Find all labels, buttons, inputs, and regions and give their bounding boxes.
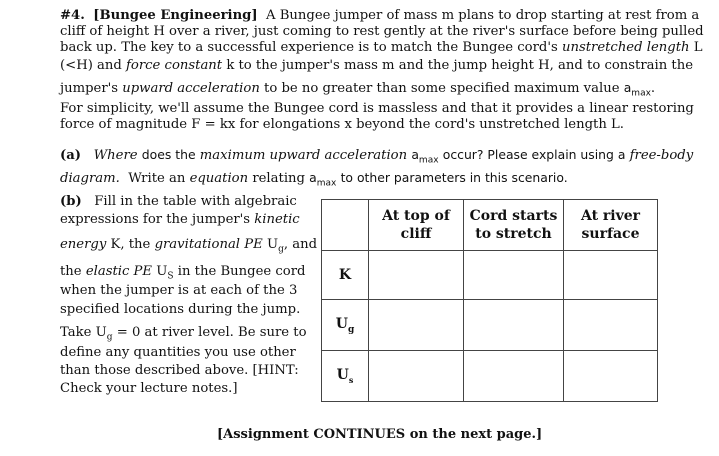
problem-text-italic: unstretched length xyxy=(561,40,690,55)
part-a-text: Where xyxy=(93,148,138,163)
footer-note: [Assignment CONTINUES on the next page.] xyxy=(217,427,543,442)
part-b-text: specified locations during the jump. xyxy=(60,302,301,317)
problem-title: [Bungee Engineering] xyxy=(93,8,258,23)
part-a-text: to other parameters in this scenario. xyxy=(340,170,568,185)
problem-number: #4. xyxy=(60,8,85,23)
row-header-subscript: g xyxy=(347,324,355,335)
part-b-text: U xyxy=(156,264,168,279)
part-b-text: in the Bungee cord xyxy=(177,264,306,279)
answer-cell-K-top[interactable] xyxy=(369,251,464,300)
amax-subscript: max xyxy=(631,88,651,99)
problem-text: back up. The key to a successful experience is to match the Bungee cord's xyxy=(60,40,558,55)
problem-text: force of magnitude F = kx for elongations x beyond the cord's unstretched length L. xyxy=(60,117,624,132)
problem-text: L xyxy=(693,40,703,55)
part-a-text-italic: free-body xyxy=(629,148,694,163)
amax-subscript: max xyxy=(418,155,439,166)
part-a-text: Write an xyxy=(128,171,186,186)
column-header-top-of-cliff xyxy=(369,200,464,251)
part-b-subscript: g xyxy=(106,332,113,343)
part-a-text-italic: maximum upward acceleration xyxy=(199,148,408,163)
column-header-text: Cord starts xyxy=(469,208,558,224)
column-header-river-surface xyxy=(564,200,658,251)
row-header-text: K xyxy=(338,267,352,283)
part-b-line-1 xyxy=(60,194,297,210)
answer-cell-Us-stretch[interactable] xyxy=(464,351,564,402)
problem-line-3 xyxy=(60,40,702,56)
answer-cell-Us-top[interactable] xyxy=(369,351,464,402)
row-header-subscript: s xyxy=(348,374,354,385)
part-b-text: Fill in the table with algebraic xyxy=(94,194,297,209)
problem-text: (<H) and xyxy=(60,58,122,73)
part-b-subscript: g xyxy=(278,244,284,255)
amax-symbol: a xyxy=(623,80,632,95)
part-b-text: , and xyxy=(283,237,318,252)
problem-line-4 xyxy=(60,58,693,74)
answer-cell-Ug-stretch[interactable] xyxy=(464,300,564,351)
part-b-text: Take U xyxy=(60,325,107,340)
table-row-Us xyxy=(322,351,658,402)
part-a-label: (a) xyxy=(60,148,82,163)
problem-text-italic: force constant xyxy=(126,58,223,73)
part-b-text: U xyxy=(266,237,279,252)
column-header-text: cliff xyxy=(400,226,432,242)
part-b-text: when the jumper is at each of the 3 xyxy=(60,283,298,298)
part-b-line-3 xyxy=(60,237,317,258)
table-row-K xyxy=(322,251,658,300)
problem-line-6 xyxy=(60,101,694,117)
problem-text: k to the jumper's mass m and the jump height H, and to constrain the xyxy=(226,58,694,73)
problem-text: jumper's xyxy=(60,81,119,96)
part-b-line-9 xyxy=(60,363,299,379)
row-header-K xyxy=(322,251,369,300)
part-a-text-italic: diagram. xyxy=(60,171,120,186)
part-b-text-italic: kinetic xyxy=(254,212,300,227)
row-header-Ug xyxy=(322,300,369,351)
part-b-label: (b) xyxy=(60,194,82,209)
part-b-text: define any quantities you use other xyxy=(60,345,296,360)
part-a-text-italic: equation xyxy=(189,171,249,186)
part-b-line-2 xyxy=(60,212,300,228)
part-b-text: Check your lecture notes.] xyxy=(60,381,238,396)
amax-subscript: max xyxy=(316,178,337,189)
problem-text: A Bungee jumper of mass m plans to drop starting at rest from a xyxy=(266,8,700,23)
table-row-Ug xyxy=(322,300,658,351)
problem-line-2 xyxy=(60,24,704,40)
problem-text: to be no greater than some specified maximum value xyxy=(264,81,620,96)
part-a-text: does the xyxy=(141,147,196,162)
row-header-text: U xyxy=(335,315,348,332)
part-b-text: than those described above. [HINT: xyxy=(60,363,299,378)
part-b-line-8 xyxy=(60,345,296,361)
part-b-text: = 0 at river level. Be sure to xyxy=(116,325,307,340)
energy-table xyxy=(321,199,658,402)
column-header-text: At river xyxy=(580,208,641,224)
column-header-text: surface xyxy=(581,226,640,242)
problem-line-5 xyxy=(60,80,655,102)
problem-line-1 xyxy=(60,8,699,24)
row-header-text: U xyxy=(336,367,349,384)
part-a-text: relating xyxy=(252,171,305,186)
answer-cell-Ug-top[interactable] xyxy=(369,300,464,351)
part-a-line-1 xyxy=(60,147,693,169)
amax-symbol: a xyxy=(309,170,317,185)
part-b-text: the xyxy=(60,264,82,279)
amax-symbol: a xyxy=(411,147,419,162)
column-header-text: to stretch xyxy=(475,226,552,242)
part-b-text-italic: energy xyxy=(60,237,107,252)
answer-cell-K-stretch[interactable] xyxy=(464,251,564,300)
problem-text-italic: upward acceleration xyxy=(122,81,260,96)
part-b-line-7 xyxy=(60,325,307,346)
column-header-cord-starts xyxy=(464,200,564,251)
answer-cell-Us-river[interactable] xyxy=(564,351,658,402)
part-b-line-4 xyxy=(60,264,305,285)
part-a-text: occur? Please explain using a xyxy=(442,147,626,162)
part-b-line-6 xyxy=(60,302,300,318)
answer-cell-K-river[interactable] xyxy=(564,251,658,300)
part-b-text-italic: elastic PE xyxy=(85,264,153,279)
part-b-subscript: S xyxy=(167,271,174,282)
table-corner-cell xyxy=(322,200,369,251)
column-header-text: At top of xyxy=(382,208,450,224)
part-a-line-2 xyxy=(60,170,568,192)
part-b-text: expressions for the jumper's xyxy=(60,212,251,227)
part-b-text-italic: gravitational PE xyxy=(154,237,263,252)
part-b-line-10 xyxy=(60,381,237,397)
answer-cell-Ug-river[interactable] xyxy=(564,300,658,351)
part-b-text: K, the xyxy=(110,237,151,252)
problem-text: For simplicity, we'll assume the Bungee cord is massless and that it provides a linear restoring xyxy=(60,101,694,116)
row-header-Us xyxy=(322,351,369,402)
table-header-row xyxy=(322,200,658,251)
part-b-line-5 xyxy=(60,283,297,299)
problem-line-7 xyxy=(60,117,624,133)
problem-text: . xyxy=(650,81,656,96)
problem-text: cliff of height H over a river, just coming to rest gently at the river's surface before being pulled xyxy=(60,24,704,39)
